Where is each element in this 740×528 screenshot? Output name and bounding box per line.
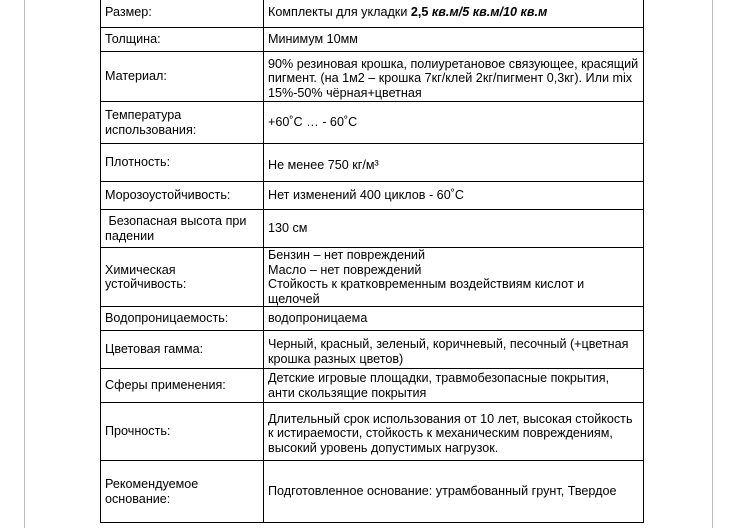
row-value: Комплекты для укладки 2,5 кв.м/5 кв.м/10 кв.м — [264, 0, 644, 28]
row-label: Морозоустойчивость: — [101, 182, 264, 210]
row-label: Прочность: — [101, 403, 264, 461]
table-row — [101, 182, 644, 210]
table-row — [101, 307, 644, 331]
row-label: Сферы применения: — [101, 369, 264, 403]
row-value: Нет изменений 400 циклов - 60˚C — [264, 182, 644, 210]
row-label: Температура использования: — [101, 102, 264, 144]
table-row — [101, 331, 644, 369]
table-row — [101, 144, 644, 182]
row-value: 90% резиновая крошка, полиуретановое связующее, красящий пигмент. (на 1м2 – крошка 7кг/клей 2кг/пигмент 0,3кг). Или mix 15%-50% чёрная+цветная — [264, 52, 644, 102]
table-row — [101, 52, 644, 102]
table-row — [101, 102, 644, 144]
row-value: Длительный срок использования от 10 лет, высокая стойкость к истираемости, стойкость к механическим повреждениям, высокий уровень допустимых нагрузок. — [264, 403, 644, 461]
table-row — [101, 28, 644, 52]
page-margin-right — [712, 0, 713, 528]
table-row — [101, 461, 644, 523]
row-label: Толщина: — [101, 28, 264, 52]
row-label: Цветовая гамма: — [101, 331, 264, 369]
page-margin-left — [24, 0, 25, 528]
value-line: Бензин – нет повреждений — [268, 248, 425, 262]
row-value: Детские игровые площадки, травмобезопасные покрытия, анти скользящие покрытия — [264, 369, 644, 403]
row-value: +60˚C … - 60˚C — [264, 102, 644, 144]
row-value: Не менее 750 кг/м³ — [264, 144, 644, 182]
row-value: 130 см — [264, 210, 644, 248]
table-row — [101, 369, 644, 403]
row-label: Размер: — [101, 0, 264, 28]
table-row — [101, 210, 644, 248]
specifications-table — [100, 0, 644, 523]
row-value: Подготовленное основание: утрамбованный грунт, Твердое — [264, 461, 644, 523]
row-value: водопроницаема — [264, 307, 644, 331]
row-label: Безопасная высота при падении — [101, 210, 264, 248]
table-row — [101, 403, 644, 461]
value-line: Масло – нет повреждений — [268, 262, 422, 277]
row-value — [264, 248, 644, 307]
value-line: Стойкость к кратковременным воздействиям кислот и щелочей — [268, 277, 585, 306]
row-value: Минимум 10мм — [264, 28, 644, 52]
row-label: Водопроницаемость: — [101, 307, 264, 331]
table-row — [101, 0, 644, 28]
table-row — [101, 248, 644, 307]
row-label: Плотность: — [101, 144, 264, 182]
row-label: Рекомендуемое основание: — [101, 461, 264, 523]
row-value: Черный, красный, зеленый, коричневый, песочный (+цветная крошка разных цветов) — [264, 331, 644, 369]
row-label: Химическая устойчивость: — [101, 248, 264, 307]
row-label: Материал: — [101, 52, 264, 102]
